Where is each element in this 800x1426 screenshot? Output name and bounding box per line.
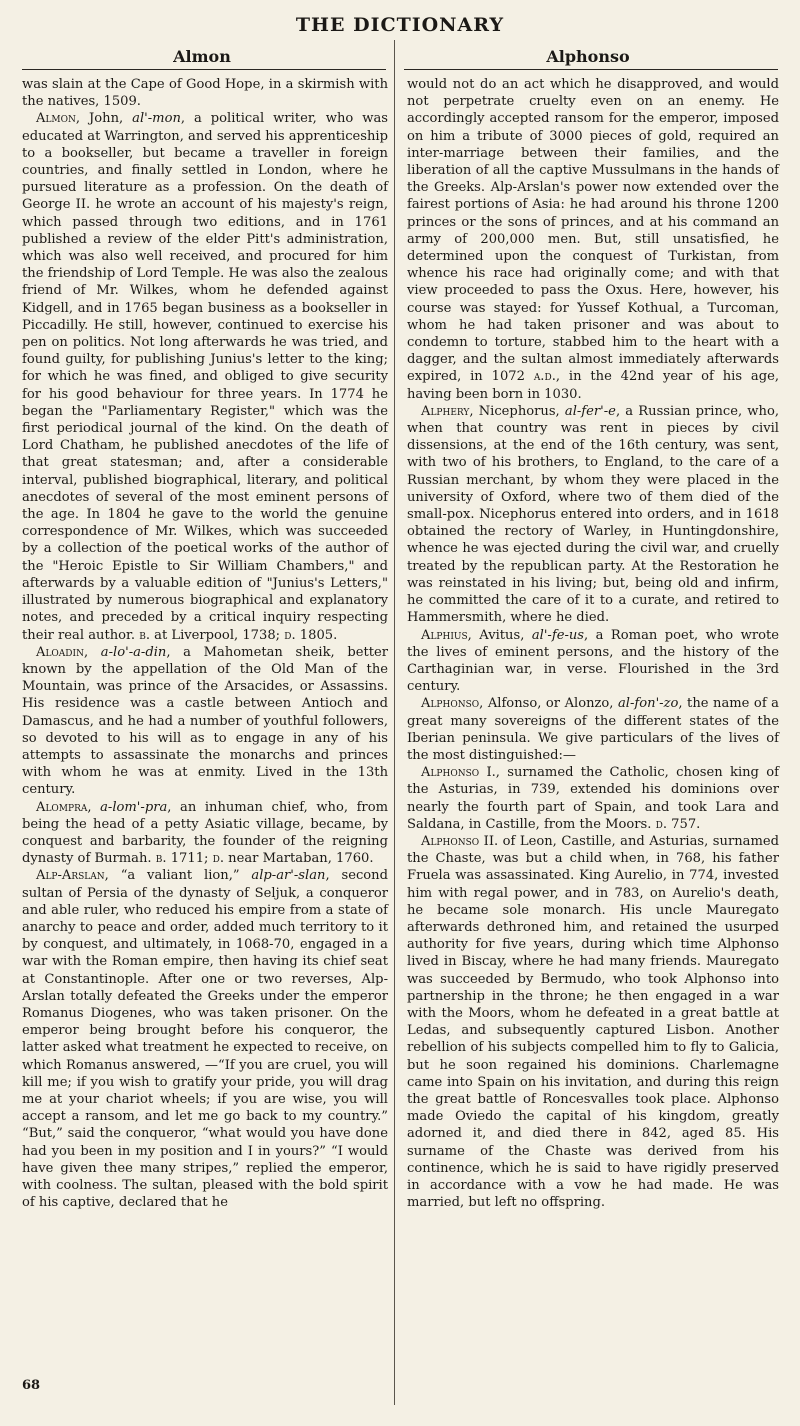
entry-headword: Alp-Arslan (36, 868, 105, 884)
entry-alphonso: Alphonso, Alfonso, or Alonzo, al-fon'-zo, the name of a great many sovereigns of the different states of the Iberian peninsula. We give particulars of the lives of the most distinguished:— (407, 696, 779, 763)
continued-paragraph: was slain at the Cape of Good Hope, in a skirmish with the natives, 1509. (22, 77, 388, 110)
pronunciation: al'-fe-us (531, 627, 585, 643)
heading-rule-right (404, 69, 778, 70)
pronunciation: al'-mon (132, 111, 181, 127)
pronunciation: a-lom'-pra (100, 799, 168, 815)
column-divider (394, 40, 395, 1405)
entry-aloadin: Aloadin, a-lo'-a-din, a Mahometan sheik, better known by the appellation of the Old Man of the Mountain, was prince of the Arsacides, or Assassins. His residence was a castle between Antioch and Damascus, and he had a number of youthful followers, so devoted to his will as to engage in any of his attempts to assassinate the monarchs and princes with whom he was at enmity. Lived in the 13th century. (22, 644, 388, 798)
heading-rule-left (22, 69, 386, 70)
entry-almon: Almon, John, al'-mon, a political writer, who was educated at Warrington, and served his apprenticeship to a bookseller, but became a traveller in foreign countries, and finally settled in London, where he pursued literature as a profession. On the death of George II. he wrote an account of his majesty's reign, which passed through two editions, and in 1761 published a review of the elder Pitt's administration, which was also well received, and procured for him the friendship of Lord Temple. He was also the zealous friend of Mr. Wilkes, whom he defended against Kidgell, and in 1765 began business as a bookseller in Piccadilly. He still, however, continued to exercise his pen on politics. Not long afterwards he was tried, and found guilty, for publishing Junius's letter to the king; for which he was fined, and obliged to give security for his good behaviour for three years. In 1774 he began the "Parliamentary Register," which was the first periodical journal of the kind. On the death of Lord Chatham, he published anecdotes of the life of that great statesman; and, after a considerable interval, published biographical, literary, and political anecdotes of several of the most eminent persons of the age. In 1804 he gave to the world the genuine correspondence of Mr. Wilkes, which was succeeded by a collection of the poetical works of the author of the "Heroic Epistle to Sir William Chambers," and afterwards by a valuable edition of "Junius's Letters," illustrated by numerous biographical and explanatory notes, and preceded by a critical inquiry respecting their real author. b. at Liverpool, 1738; d. 1805. (22, 111, 389, 643)
column-heading-left: Almon (173, 47, 231, 66)
entry-alphery: Alphery, Nicephorus, al-fer'-e, a Russian prince, who, when that country was rent in pieces by civil dissensions, at the end of the 16th century, was sent, with two of his brothers, to England, to the care of a Russian merchant, by whom they were placed in the university of Oxford, where two of them died of the small-pox. Nicephorus entered into orders, and in 1618 obtained the rectory of Warley, in Huntingdonshire, whence he was ejected during the civil war, and cruelly treated by the republican party. At the Restoration he was reinstated in his living; but, being old and infirm, he committed the care of it to a curate, and retired to Hammersmith, where he died. (407, 403, 779, 626)
entry-alphius: Alphius, Avitus, al'-fe-us, a Roman poet, who wrote the lives of eminent persons, and the history of the Carthaginian war, in verse. Flourished in the 3rd century. (407, 627, 780, 695)
pronunciation: al-fon'-zo (617, 696, 679, 712)
pronunciation: a-lo'-a-din (100, 644, 167, 660)
running-head: THE DICTIONARY (295, 14, 505, 36)
column-heading-right: Alphonso (546, 47, 630, 66)
entry-alphonso-i: Alphonso I., surnamed the Catholic, chosen king of the Asturias, in 739, extended his dominions over nearly the fourth part of Spain, and took Lara and Saldana, in Castille, from the Moors. d. 757. (407, 765, 779, 832)
entry-headword: Alphius (421, 627, 468, 643)
entry-headword: Alphonso II. (421, 833, 499, 849)
entry-headword: Aloadin (36, 644, 84, 660)
entry-headword: Almon (36, 111, 76, 127)
entry-alp-arslan: Alp-Arslan, “a valiant lion,” alp-ar'-slan, second sultan of Persia of the dynasty of Seljuk, a conqueror and able ruler, who reduced his empire from a state of anarchy to peace and order, added much territory to it by conquest, and ultimately, in 1068-70, engaged in a war with the Roman empire, then having its chief seat at Constantinople. After one or two reverses, Alp-Arslan totally defeated the Greeks under the emperor Romanus Diogenes, who was taken prisoner. On the emperor being brought before his conqueror, the latter asked what treatment he expected to receive, on which Romanus answered, —“If you are cruel, you will kill me; if you wish to gratify your pride, you will drag me at your chariot wheels; if you are wise, you will accept a ransom, and let me go back to my country.” “But,” said the conqueror, “what would you have done had you been in my position and I in yours?” “I would have given thee many stripes,” replied the emperor, with coolness. The sultan, pleased with the bold spirit of his captive, declared that he (22, 868, 388, 1211)
continued-paragraph: would not do an act which he disapproved, and would not perpetrate cruelty even on an enemy. He accordingly accepted ransom for the emperor, imposed on him a tribute of 3000 pieces of gold, required an inter-marriage between their families, and the liberation of all the captive Mussulmans in the hands of the Greeks. Alp-Arslan's power now extended over the fairest portions of Asia: he had around his throne 1200 princes or the sons of princes, and at his command an army of 200,000 men. But, still unsatisfied, he determined upon the conquest of Turkistan, from whence his race had originally come; and with that view proceeded to pass the Oxus. Here, however, his course was stayed: for Yussef Kothual, a Turcoman, whom he had taken prisoner and was about to condemn to torture, stabbed him to the heart with a dagger, and the sultan almost immediately afterwards expired, in 1072 a.d., in the 42nd year of his age, having been born in 1030. (407, 77, 780, 402)
left-column (22, 76, 388, 1211)
pronunciation: alp-ar'-slan (251, 868, 326, 884)
entry-alompra: Alompra, a-lom'-pra, an inhuman chief, who, from being the head of a petty Asiatic village, became, by conquest and barbarity, the founder of the reigning dynasty of Burmah. b. 1711; d. near Martaban, 1760. (22, 799, 388, 867)
entry-headword: Alphonso (421, 696, 480, 712)
entry-alphonso-ii: Alphonso II. of Leon, Castille, and Asturias, surnamed the Chaste, was but a child when, in 768, his father Fruela was assassinated. King Aurelio, in 774, invested him with regal power, and in 783, on Aurelio's death, he became sole monarch. His uncle Mauregato afterwards dethroned him, and retained the usurped authority for five years, during which time Alphonso lived in Biscay, where he had many friends. Mauregato was succeeded by Bermudo, who took Alphonso into partnership in the throne; he then engaged in a war with the Moors, whom he defeated in a great battle at Ledas, and subsequently captured Lisbon. Another rebellion of his subjects compelled him to fly to Galicia, but he soon regained his dominions. Charlemagne came into Spain on his invitation, and during this reign the great battle of Roncesvalles took place. Alphonso made Oviedo the capital of his kingdom, greatly adorned it, and died there in 842, aged 85. His surname of the Chaste was derived from his continence, which he is said to have rigidly preserved in accordance with a vow he had made. He was married, but left no offspring. (407, 833, 779, 1211)
pronunciation: al-fer'-e (564, 403, 616, 419)
page-number: 68 (22, 1378, 41, 1393)
right-column (407, 76, 779, 1211)
entry-headword: Alphery (421, 403, 470, 419)
entry-headword: Alphonso I. (421, 765, 496, 781)
entry-headword: Alompra (36, 799, 88, 815)
